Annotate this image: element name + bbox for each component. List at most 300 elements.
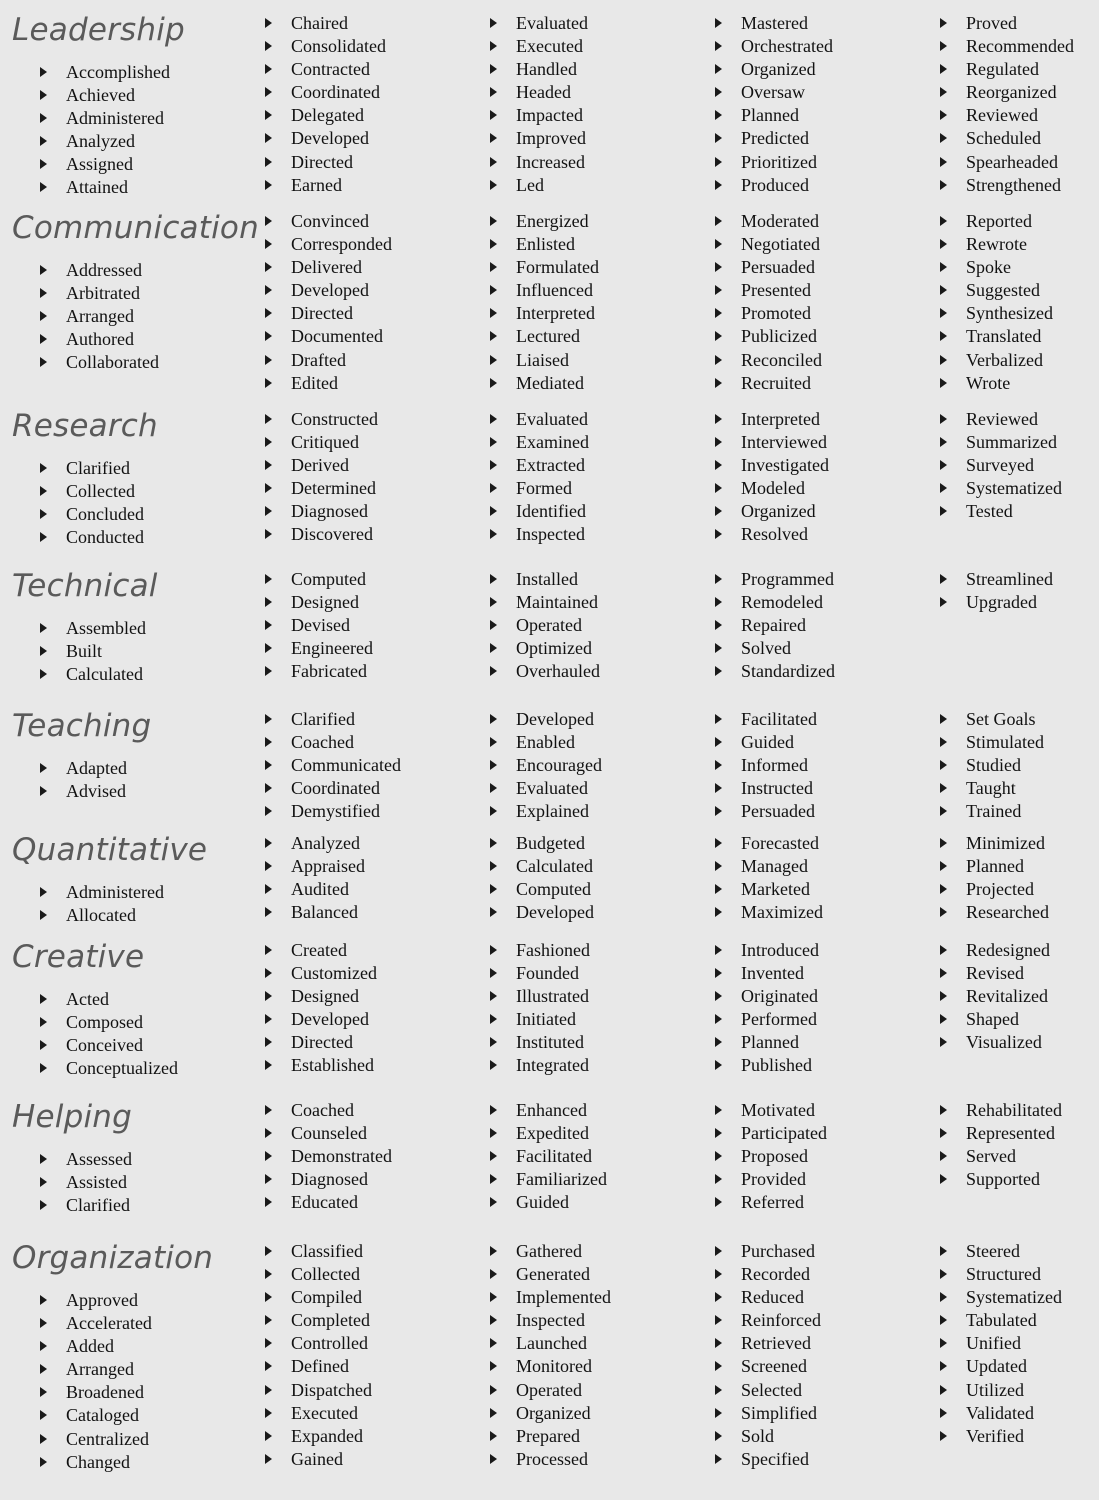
verb-item: Expanded bbox=[263, 1425, 372, 1448]
verb-item: Drafted bbox=[263, 349, 392, 372]
verb-item: Publicized bbox=[713, 325, 822, 348]
verb-item: Computed bbox=[263, 568, 373, 591]
intro-list bbox=[38, 1148, 132, 1217]
verb-item: Forecasted bbox=[713, 832, 823, 855]
verb-item: Chaired bbox=[263, 12, 386, 35]
verb-item: Standardized bbox=[713, 660, 835, 683]
verb-item: Purchased bbox=[713, 1240, 821, 1263]
verb-item: Upgraded bbox=[938, 591, 1053, 614]
section-heading: Quantitative bbox=[12, 832, 208, 868]
section-heading: Teaching bbox=[12, 708, 152, 744]
section-heading: Helping bbox=[12, 1099, 133, 1135]
verb-item: Launched bbox=[488, 1332, 611, 1355]
verb-item: Determined bbox=[263, 477, 378, 500]
verb-column-2 bbox=[488, 408, 589, 547]
verb-item: Strengthened bbox=[938, 174, 1074, 197]
verb-item: Utilized bbox=[938, 1379, 1062, 1402]
verb-item: Built bbox=[38, 640, 146, 663]
verb-item: Validated bbox=[938, 1402, 1062, 1425]
verb-item: Executed bbox=[488, 35, 588, 58]
verb-item: Extracted bbox=[488, 454, 589, 477]
verb-column-3 bbox=[713, 708, 817, 823]
verb-column-1 bbox=[263, 210, 392, 395]
verb-item: Reviewed bbox=[938, 104, 1074, 127]
verb-item: Dispatched bbox=[263, 1379, 372, 1402]
verb-item: Proved bbox=[938, 12, 1074, 35]
verb-item: Solved bbox=[713, 637, 835, 660]
verb-item: Sold bbox=[713, 1425, 821, 1448]
verb-item: Explained bbox=[488, 800, 602, 823]
verb-item: Influenced bbox=[488, 279, 599, 302]
intro-list bbox=[38, 617, 146, 686]
verb-item: Structured bbox=[938, 1263, 1062, 1286]
verb-item: Performed bbox=[713, 1008, 819, 1031]
verb-column-1 bbox=[263, 12, 386, 197]
verb-item: Designed bbox=[263, 591, 373, 614]
verb-item: Appraised bbox=[263, 855, 365, 878]
verb-item: Gathered bbox=[488, 1240, 611, 1263]
verb-item: Enabled bbox=[488, 731, 602, 754]
verb-column-2 bbox=[488, 708, 602, 823]
verb-item: Increased bbox=[488, 151, 588, 174]
verb-item: Systematized bbox=[938, 477, 1062, 500]
verb-item: Conceptualized bbox=[38, 1057, 178, 1080]
verb-column-4 bbox=[938, 1240, 1062, 1448]
verb-item: Wrote bbox=[938, 372, 1053, 395]
section-heading: Technical bbox=[12, 568, 158, 604]
verb-item: Systematized bbox=[938, 1286, 1062, 1309]
verb-item: Integrated bbox=[488, 1054, 590, 1077]
verb-item: Clarified bbox=[263, 708, 401, 731]
verb-item: Evaluated bbox=[488, 408, 589, 431]
verb-item: Reorganized bbox=[938, 81, 1074, 104]
verb-item: Constructed bbox=[263, 408, 378, 431]
verb-item: Marketed bbox=[713, 878, 823, 901]
verb-item: Remodeled bbox=[713, 591, 835, 614]
verb-item: Approved bbox=[38, 1289, 152, 1312]
verb-column-1 bbox=[263, 1240, 372, 1471]
verb-item: Interviewed bbox=[713, 431, 829, 454]
verb-item: Orchestrated bbox=[713, 35, 833, 58]
verb-item: Evaluated bbox=[488, 777, 602, 800]
verb-item: Invented bbox=[713, 962, 819, 985]
verb-item: Guided bbox=[488, 1191, 607, 1214]
verb-item: Collaborated bbox=[38, 351, 159, 374]
verb-item: Organized bbox=[713, 58, 833, 81]
verb-item: Coached bbox=[263, 731, 401, 754]
verb-item: Implemented bbox=[488, 1286, 611, 1309]
verb-item: Surveyed bbox=[938, 454, 1062, 477]
verb-item: Documented bbox=[263, 325, 392, 348]
verb-item: Examined bbox=[488, 431, 589, 454]
verb-item: Broadened bbox=[38, 1381, 152, 1404]
verb-item: Created bbox=[263, 939, 377, 962]
verb-item: Planned bbox=[938, 855, 1049, 878]
verb-item: Demystified bbox=[263, 800, 401, 823]
verb-item: Spoke bbox=[938, 256, 1053, 279]
verb-item: Verbalized bbox=[938, 349, 1053, 372]
verb-column-3 bbox=[713, 1099, 827, 1214]
verb-item: Formulated bbox=[488, 256, 599, 279]
verb-column-2 bbox=[488, 568, 600, 683]
verb-item: Allocated bbox=[38, 904, 164, 927]
verb-item: Educated bbox=[263, 1191, 392, 1214]
verb-column-1 bbox=[263, 568, 373, 683]
verb-item: Programmed bbox=[713, 568, 835, 591]
verb-item: Controlled bbox=[263, 1332, 372, 1355]
verb-item: Attained bbox=[38, 176, 170, 199]
verb-item: Modeled bbox=[713, 477, 829, 500]
verb-item: Clarified bbox=[38, 457, 144, 480]
verb-item: Centralized bbox=[38, 1428, 152, 1451]
verb-item: Analyzed bbox=[38, 130, 170, 153]
verb-item: Reconciled bbox=[713, 349, 822, 372]
verb-item: Evaluated bbox=[488, 12, 588, 35]
verb-column-4 bbox=[938, 210, 1053, 395]
verb-item: Streamlined bbox=[938, 568, 1053, 591]
verb-item: Scheduled bbox=[938, 127, 1074, 150]
verb-item: Repaired bbox=[713, 614, 835, 637]
verb-item: Founded bbox=[488, 962, 590, 985]
verb-item: Organized bbox=[713, 500, 829, 523]
verb-item: Calculated bbox=[38, 663, 146, 686]
verb-item: Computed bbox=[488, 878, 594, 901]
verb-item: Critiqued bbox=[263, 431, 378, 454]
verb-item: Expedited bbox=[488, 1122, 607, 1145]
verb-item: Referred bbox=[713, 1191, 827, 1214]
verb-item: Achieved bbox=[38, 84, 170, 107]
verb-item: Inspected bbox=[488, 1309, 611, 1332]
verb-item: Defined bbox=[263, 1355, 372, 1378]
verb-item: Balanced bbox=[263, 901, 365, 924]
verb-column-1 bbox=[263, 1099, 392, 1214]
verb-column-1 bbox=[263, 408, 378, 547]
verb-item: Redesigned bbox=[938, 939, 1050, 962]
verb-item: Corresponded bbox=[263, 233, 392, 256]
verb-item: Earned bbox=[263, 174, 386, 197]
verb-column-1 bbox=[263, 708, 401, 823]
verb-item: Prepared bbox=[488, 1425, 611, 1448]
verb-item: Derived bbox=[263, 454, 378, 477]
verb-item: Set Goals bbox=[938, 708, 1044, 731]
verb-item: Developed bbox=[263, 127, 386, 150]
verb-item: Diagnosed bbox=[263, 500, 378, 523]
verb-item: Facilitated bbox=[713, 708, 817, 731]
verb-item: Enlisted bbox=[488, 233, 599, 256]
verb-item: Identified bbox=[488, 500, 589, 523]
verb-item: Lectured bbox=[488, 325, 599, 348]
verb-item: Participated bbox=[713, 1122, 827, 1145]
verb-column-4 bbox=[938, 939, 1050, 1054]
verb-item: Developed bbox=[488, 708, 602, 731]
verb-item: Selected bbox=[713, 1379, 821, 1402]
verb-item: Generated bbox=[488, 1263, 611, 1286]
verb-item: Diagnosed bbox=[263, 1168, 392, 1191]
verb-item: Formed bbox=[488, 477, 589, 500]
intro-list bbox=[38, 757, 127, 803]
intro-list bbox=[38, 61, 170, 200]
verb-item: Clarified bbox=[38, 1194, 132, 1217]
verb-column-3 bbox=[713, 939, 819, 1078]
verb-item: Convinced bbox=[263, 210, 392, 233]
verb-item: Verified bbox=[938, 1425, 1062, 1448]
verb-item: Optimized bbox=[488, 637, 600, 660]
verb-item: Operated bbox=[488, 1379, 611, 1402]
verb-column-2 bbox=[488, 1240, 611, 1471]
verb-item: Designed bbox=[263, 985, 377, 1008]
verb-item: Proposed bbox=[713, 1145, 827, 1168]
verb-item: Engineered bbox=[263, 637, 373, 660]
verb-item: Maintained bbox=[488, 591, 600, 614]
verb-item: Counseled bbox=[263, 1122, 392, 1145]
verb-item: Projected bbox=[938, 878, 1049, 901]
verb-column-1 bbox=[263, 832, 365, 924]
verb-column-4 bbox=[938, 568, 1053, 614]
verb-item: Mediated bbox=[488, 372, 599, 395]
verb-item: Studied bbox=[938, 754, 1044, 777]
verb-item: Revised bbox=[938, 962, 1050, 985]
verb-item: Organized bbox=[488, 1402, 611, 1425]
verb-item: Assembled bbox=[38, 617, 146, 640]
verb-item: Directed bbox=[263, 151, 386, 174]
verb-item: Familiarized bbox=[488, 1168, 607, 1191]
verb-column-3 bbox=[713, 12, 833, 197]
verb-item: Retrieved bbox=[713, 1332, 821, 1355]
verb-item: Translated bbox=[938, 325, 1053, 348]
verb-item: Fashioned bbox=[488, 939, 590, 962]
verb-item: Minimized bbox=[938, 832, 1049, 855]
verb-item: Developed bbox=[263, 1008, 377, 1031]
verb-item: Discovered bbox=[263, 523, 378, 546]
verb-item: Headed bbox=[488, 81, 588, 104]
verb-item: Assigned bbox=[38, 153, 170, 176]
verb-item: Represented bbox=[938, 1122, 1062, 1145]
verb-item: Reduced bbox=[713, 1286, 821, 1309]
verb-item: Illustrated bbox=[488, 985, 590, 1008]
verb-item: Executed bbox=[263, 1402, 372, 1425]
verb-item: Addressed bbox=[38, 259, 159, 282]
verb-item: Encouraged bbox=[488, 754, 602, 777]
verb-column-4 bbox=[938, 708, 1044, 823]
verb-item: Assessed bbox=[38, 1148, 132, 1171]
verb-item: Taught bbox=[938, 777, 1044, 800]
verb-item: Accomplished bbox=[38, 61, 170, 84]
verb-item: Arranged bbox=[38, 305, 159, 328]
verb-item: Operated bbox=[488, 614, 600, 637]
verb-item: Reviewed bbox=[938, 408, 1062, 431]
verb-item: Interpreted bbox=[488, 302, 599, 325]
verb-item: Interpreted bbox=[713, 408, 829, 431]
verb-item: Coordinated bbox=[263, 81, 386, 104]
verb-item: Concluded bbox=[38, 503, 144, 526]
verb-item: Motivated bbox=[713, 1099, 827, 1122]
verb-item: Prioritized bbox=[713, 151, 833, 174]
verb-item: Arranged bbox=[38, 1358, 152, 1381]
verb-item: Recruited bbox=[713, 372, 822, 395]
verb-item: Added bbox=[38, 1335, 152, 1358]
verb-column-3 bbox=[713, 210, 822, 395]
intro-list bbox=[38, 881, 164, 927]
verb-column-2 bbox=[488, 12, 588, 197]
verb-item: Reported bbox=[938, 210, 1053, 233]
verb-item: Delivered bbox=[263, 256, 392, 279]
verb-item: Accelerated bbox=[38, 1312, 152, 1335]
verb-item: Moderated bbox=[713, 210, 822, 233]
verb-column-2 bbox=[488, 210, 599, 395]
verb-column-4 bbox=[938, 408, 1062, 523]
verb-item: Suggested bbox=[938, 279, 1053, 302]
verb-item: Inspected bbox=[488, 523, 589, 546]
verb-item: Recommended bbox=[938, 35, 1074, 58]
verb-item: Handled bbox=[488, 58, 588, 81]
verb-item: Investigated bbox=[713, 454, 829, 477]
verb-item: Guided bbox=[713, 731, 817, 754]
intro-list bbox=[38, 1289, 152, 1474]
verb-item: Audited bbox=[263, 878, 365, 901]
verb-item: Led bbox=[488, 174, 588, 197]
verb-item: Facilitated bbox=[488, 1145, 607, 1168]
verb-item: Changed bbox=[38, 1451, 152, 1474]
verb-item: Installed bbox=[488, 568, 600, 591]
verb-item: Delegated bbox=[263, 104, 386, 127]
verb-column-3 bbox=[713, 408, 829, 547]
verb-item: Persuaded bbox=[713, 256, 822, 279]
verb-item: Maximized bbox=[713, 901, 823, 924]
verb-item: Managed bbox=[713, 855, 823, 878]
verb-item: Demonstrated bbox=[263, 1145, 392, 1168]
verb-item: Negotiated bbox=[713, 233, 822, 256]
verb-item: Compiled bbox=[263, 1286, 372, 1309]
verb-item: Enhanced bbox=[488, 1099, 607, 1122]
verb-item: Presented bbox=[713, 279, 822, 302]
verb-item: Summarized bbox=[938, 431, 1062, 454]
verb-item: Mastered bbox=[713, 12, 833, 35]
verb-item: Resolved bbox=[713, 523, 829, 546]
verb-item: Informed bbox=[713, 754, 817, 777]
verb-item: Liaised bbox=[488, 349, 599, 372]
section-heading: Research bbox=[12, 408, 158, 444]
verb-item: Revitalized bbox=[938, 985, 1050, 1008]
intro-list bbox=[38, 988, 178, 1080]
verb-column-4 bbox=[938, 12, 1074, 197]
verb-item: Initiated bbox=[488, 1008, 590, 1031]
verb-item: Planned bbox=[713, 104, 833, 127]
verb-item: Coached bbox=[263, 1099, 392, 1122]
verb-item: Monitored bbox=[488, 1355, 611, 1378]
verb-item: Budgeted bbox=[488, 832, 594, 855]
verb-item: Simplified bbox=[713, 1402, 821, 1425]
verb-column-4 bbox=[938, 832, 1049, 924]
verb-item: Tested bbox=[938, 500, 1062, 523]
verb-column-2 bbox=[488, 939, 590, 1078]
verb-item: Fabricated bbox=[263, 660, 373, 683]
verb-item: Improved bbox=[488, 127, 588, 150]
verb-item: Served bbox=[938, 1145, 1062, 1168]
verb-item: Communicated bbox=[263, 754, 401, 777]
verb-item: Shaped bbox=[938, 1008, 1050, 1031]
verb-item: Provided bbox=[713, 1168, 827, 1191]
verb-item: Planned bbox=[713, 1031, 819, 1054]
intro-list bbox=[38, 457, 144, 549]
verb-item: Overhauled bbox=[488, 660, 600, 683]
verb-item: Devised bbox=[263, 614, 373, 637]
verb-item: Predicted bbox=[713, 127, 833, 150]
verb-item: Conceived bbox=[38, 1034, 178, 1057]
verb-item: Adapted bbox=[38, 757, 127, 780]
verb-item: Supported bbox=[938, 1168, 1062, 1191]
verb-item: Visualized bbox=[938, 1031, 1050, 1054]
verb-item: Recorded bbox=[713, 1263, 821, 1286]
verb-item: Analyzed bbox=[263, 832, 365, 855]
section-heading: Organization bbox=[12, 1240, 214, 1276]
verb-item: Originated bbox=[713, 985, 819, 1008]
verb-item: Tabulated bbox=[938, 1309, 1062, 1332]
verb-item: Completed bbox=[263, 1309, 372, 1332]
verb-item: Edited bbox=[263, 372, 392, 395]
verb-item: Collected bbox=[38, 480, 144, 503]
verb-item: Calculated bbox=[488, 855, 594, 878]
verb-item: Updated bbox=[938, 1355, 1062, 1378]
verb-item: Arbitrated bbox=[38, 282, 159, 305]
verb-column-3 bbox=[713, 1240, 821, 1471]
verb-column-3 bbox=[713, 832, 823, 924]
verb-item: Directed bbox=[263, 1031, 377, 1054]
verb-item: Steered bbox=[938, 1240, 1062, 1263]
verb-item: Impacted bbox=[488, 104, 588, 127]
section-heading: Leadership bbox=[12, 12, 185, 48]
verb-item: Energized bbox=[488, 210, 599, 233]
verb-item: Instituted bbox=[488, 1031, 590, 1054]
verb-item: Introduced bbox=[713, 939, 819, 962]
verb-item: Reinforced bbox=[713, 1309, 821, 1332]
verb-column-3 bbox=[713, 568, 835, 683]
verb-item: Conducted bbox=[38, 526, 144, 549]
verb-item: Produced bbox=[713, 174, 833, 197]
verb-item: Classified bbox=[263, 1240, 372, 1263]
verb-item: Processed bbox=[488, 1448, 611, 1471]
verb-item: Customized bbox=[263, 962, 377, 985]
verb-item: Researched bbox=[938, 901, 1049, 924]
verb-item: Specified bbox=[713, 1448, 821, 1471]
section-heading: Communication bbox=[12, 210, 259, 246]
verb-item: Rehabilitated bbox=[938, 1099, 1062, 1122]
verb-item: Gained bbox=[263, 1448, 372, 1471]
verb-item: Developed bbox=[488, 901, 594, 924]
verb-column-4 bbox=[938, 1099, 1062, 1191]
verb-item: Established bbox=[263, 1054, 377, 1077]
verb-item: Developed bbox=[263, 279, 392, 302]
verb-item: Rewrote bbox=[938, 233, 1053, 256]
verb-item: Administered bbox=[38, 107, 170, 130]
verb-item: Promoted bbox=[713, 302, 822, 325]
verb-item: Advised bbox=[38, 780, 127, 803]
verb-item: Screened bbox=[713, 1355, 821, 1378]
verb-item: Stimulated bbox=[938, 731, 1044, 754]
verb-item: Composed bbox=[38, 1011, 178, 1034]
verb-item: Cataloged bbox=[38, 1404, 152, 1427]
verb-item: Synthesized bbox=[938, 302, 1053, 325]
section-heading: Creative bbox=[12, 939, 145, 975]
verb-item: Acted bbox=[38, 988, 178, 1011]
verb-item: Directed bbox=[263, 302, 392, 325]
verb-item: Regulated bbox=[938, 58, 1074, 81]
verb-item: Instructed bbox=[713, 777, 817, 800]
verb-item: Coordinated bbox=[263, 777, 401, 800]
verb-item: Collected bbox=[263, 1263, 372, 1286]
verb-item: Trained bbox=[938, 800, 1044, 823]
intro-list bbox=[38, 259, 159, 374]
verb-item: Persuaded bbox=[713, 800, 817, 823]
